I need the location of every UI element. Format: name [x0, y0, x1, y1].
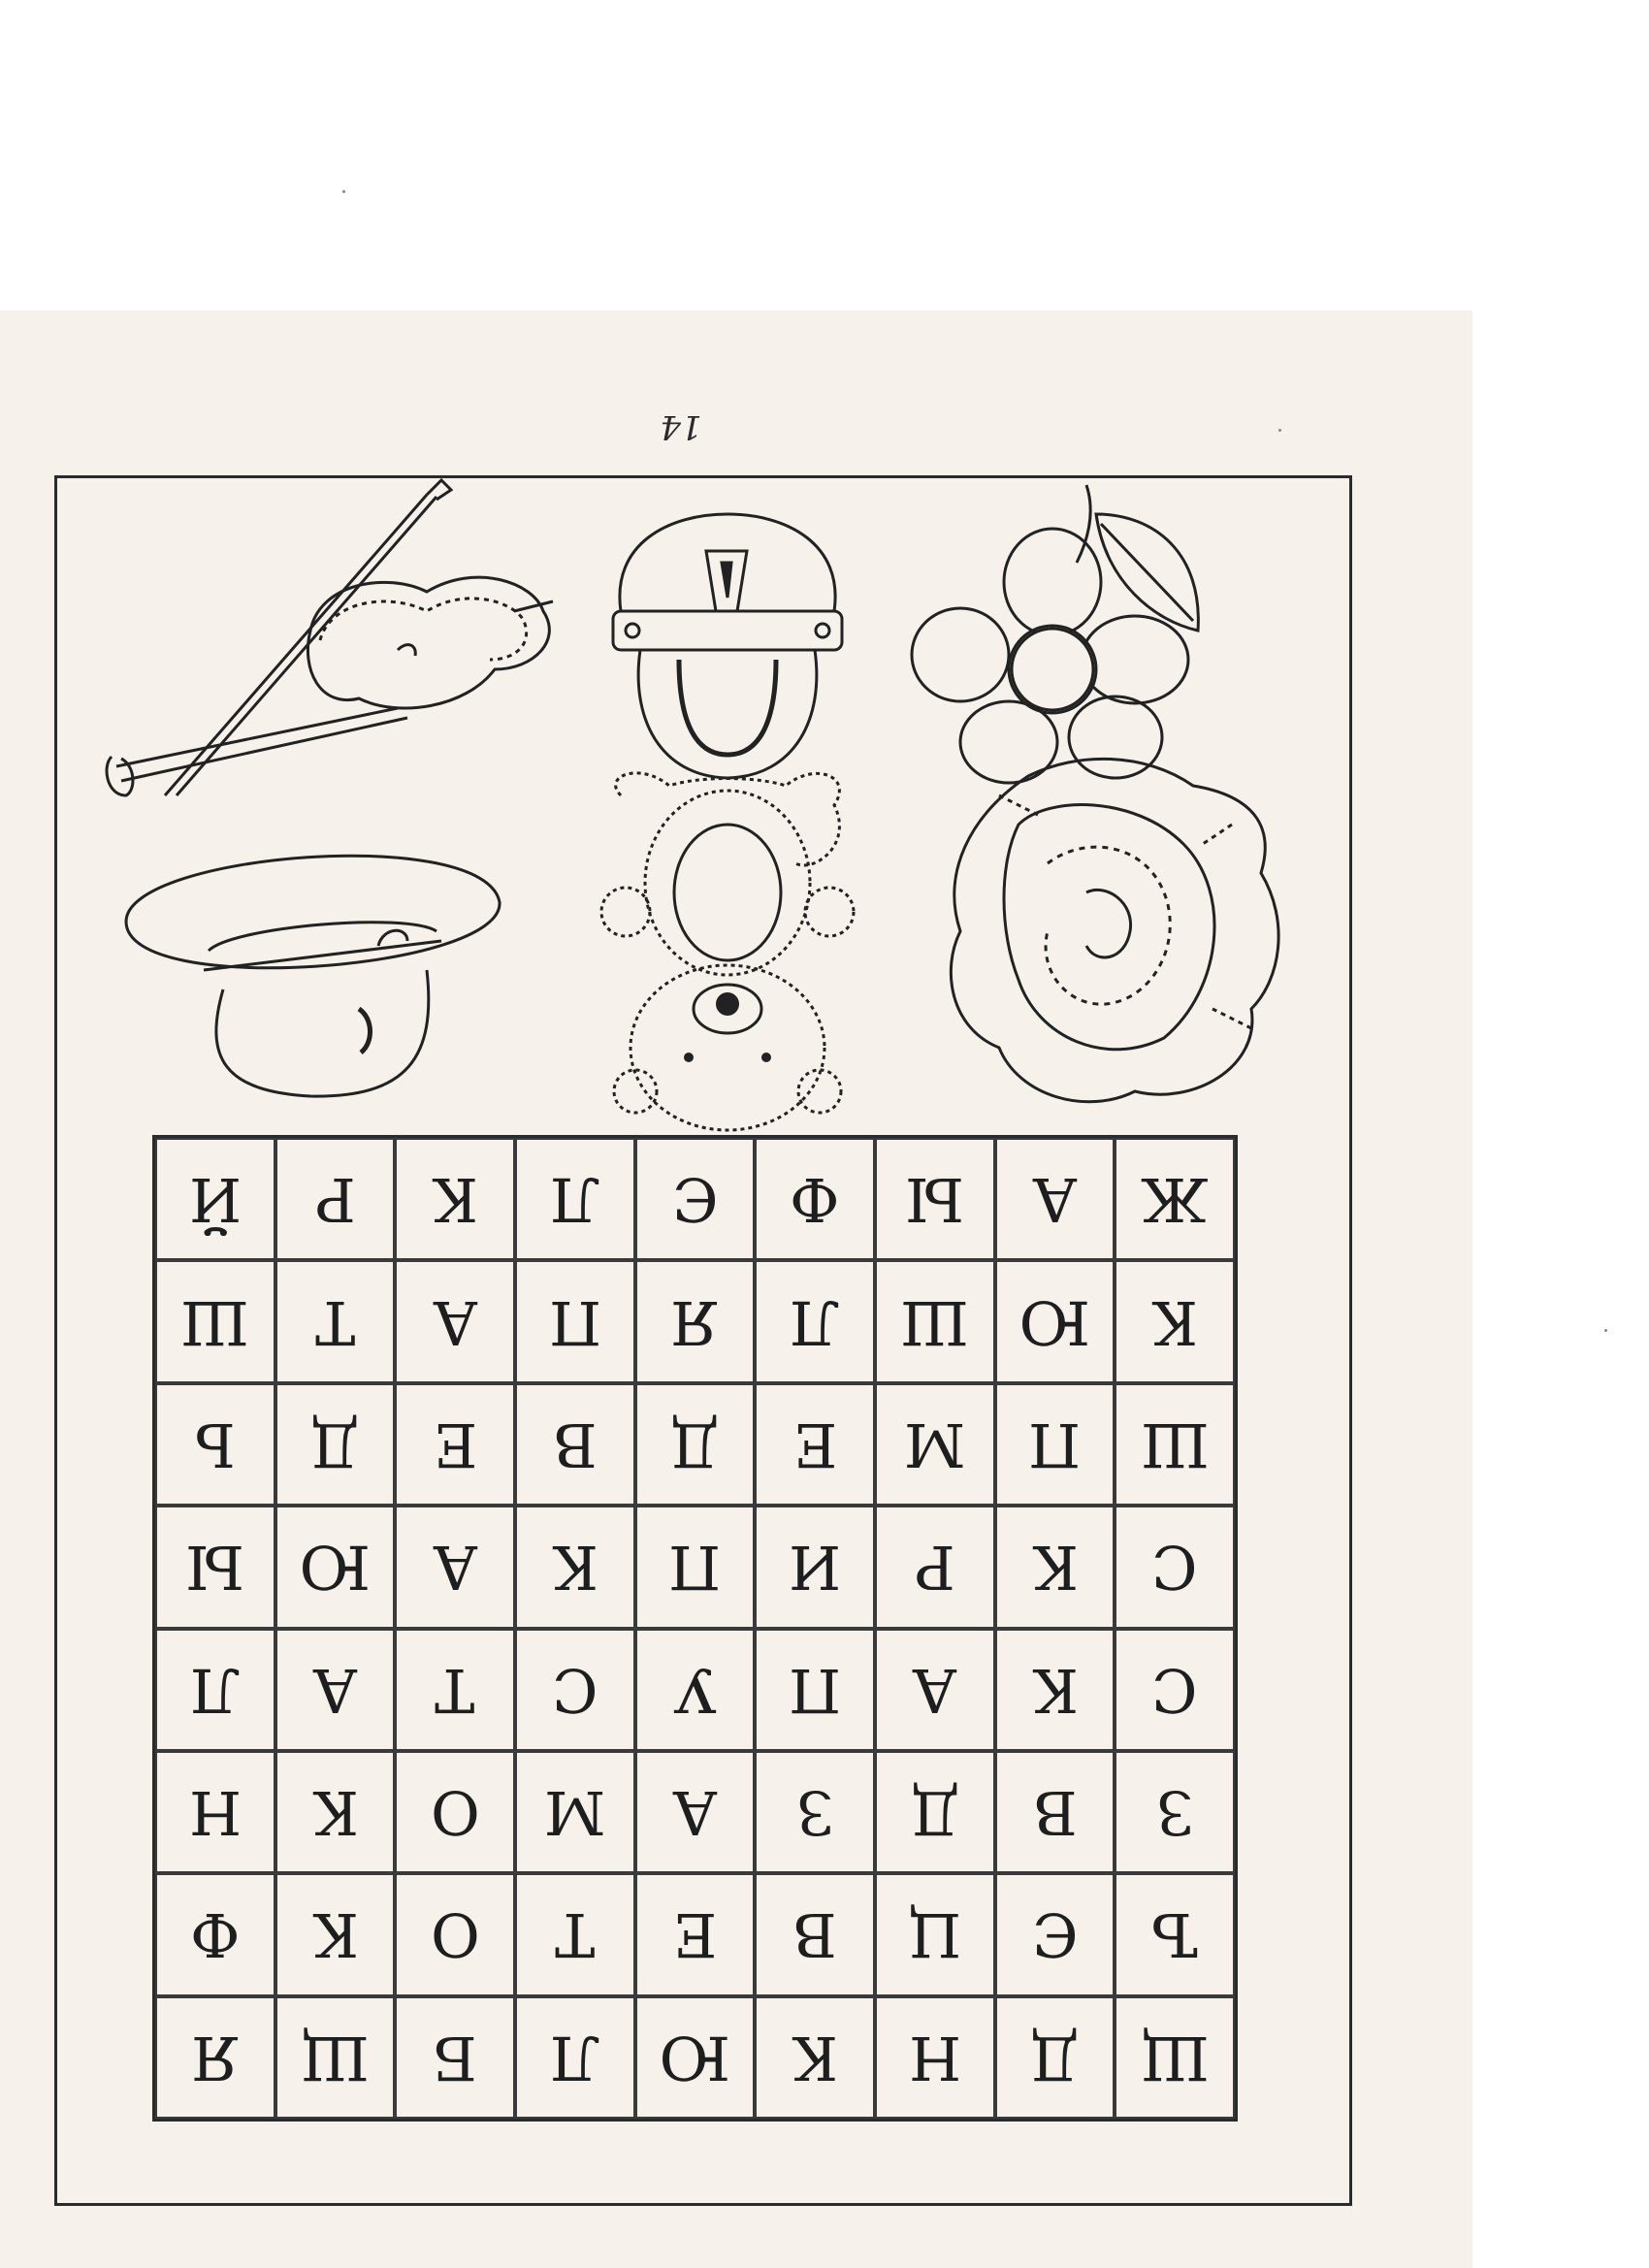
- grid-cell[interactable]: [635, 1260, 756, 1382]
- grid-cell[interactable]: [155, 1383, 275, 1506]
- grid-letter: Ж: [1141, 1164, 1209, 1236]
- grid-cell[interactable]: [1115, 1873, 1235, 1995]
- grid-letter: А: [432, 1286, 478, 1358]
- grid-letter: Д: [1030, 2022, 1080, 2093]
- grid-letter: Ц: [908, 1899, 961, 1971]
- grid-cell[interactable]: [995, 1751, 1116, 1873]
- grid-cell[interactable]: [635, 1751, 756, 1873]
- grid-cell[interactable]: [275, 1751, 396, 1873]
- grid-cell[interactable]: [1115, 1260, 1235, 1382]
- grid-cell[interactable]: [875, 1260, 995, 1382]
- grid-letter: Н: [188, 1777, 242, 1849]
- bucket-picture: [601, 504, 854, 786]
- grid-cell[interactable]: [755, 1506, 875, 1628]
- dust-speck: [1604, 1329, 1607, 1332]
- grid-letter: Щ: [301, 2022, 370, 2093]
- grid-letter: В: [792, 1899, 837, 1971]
- grid-letter: С: [1151, 1654, 1198, 1726]
- grid-letter: Ф: [790, 1164, 840, 1236]
- grid-cell[interactable]: [515, 1629, 635, 1751]
- grid-letter: А: [672, 1777, 718, 1849]
- cabbage-picture: [941, 757, 1310, 1116]
- grid-cell[interactable]: [515, 1873, 635, 1995]
- grid-letter: А: [912, 1654, 958, 1726]
- grid-cell[interactable]: [275, 1873, 396, 1995]
- grid-letter: Ы: [185, 1532, 245, 1604]
- grid-cell[interactable]: [755, 1629, 875, 1751]
- grid-letter: А: [312, 1654, 358, 1726]
- dust-speck: [1278, 429, 1281, 432]
- grid-cell[interactable]: [395, 1138, 515, 1260]
- grid-cell[interactable]: [1115, 1138, 1235, 1260]
- page-number: 14: [660, 407, 702, 446]
- grid-letter: Ш: [1140, 1409, 1210, 1480]
- grid-cell[interactable]: [1115, 1996, 1235, 2119]
- grid-cell[interactable]: [875, 1873, 995, 1995]
- grid-cell[interactable]: [635, 1996, 756, 2119]
- grid-cell[interactable]: [395, 1506, 515, 1628]
- grid-cell[interactable]: [155, 1629, 275, 1751]
- grid-cell[interactable]: [755, 1751, 875, 1873]
- grid-cell[interactable]: [875, 1506, 995, 1628]
- grid-cell[interactable]: [995, 1506, 1116, 1628]
- grid-letter: С: [552, 1654, 598, 1726]
- grid-cell[interactable]: [515, 1506, 635, 1628]
- grid-cell[interactable]: [1115, 1383, 1235, 1506]
- grid-cell[interactable]: [515, 1751, 635, 1873]
- grid-cell[interactable]: [995, 1383, 1116, 1506]
- grid-cell[interactable]: [275, 1138, 396, 1260]
- grid-letter: К: [311, 1899, 359, 1971]
- grid-cell[interactable]: [635, 1873, 756, 1995]
- grid-letter: А: [432, 1532, 478, 1604]
- grid-letter: К: [792, 2022, 839, 2093]
- grid-letter: Л: [549, 2022, 600, 2093]
- grid-letter: Ы: [905, 1164, 965, 1236]
- grid-cell[interactable]: [995, 1629, 1116, 1751]
- flower-picture: [902, 475, 1212, 786]
- grid-letter: Щ: [1140, 2022, 1210, 2093]
- grid-cell[interactable]: [395, 1996, 515, 2119]
- dust-speck: [342, 190, 345, 193]
- grid-letter: М: [904, 1409, 966, 1480]
- grid-letter: Т: [555, 1899, 596, 1971]
- grid-letter: Н: [908, 2022, 961, 2093]
- grid-letter: Ю: [659, 2022, 731, 2093]
- grid-cell[interactable]: [155, 1996, 275, 2119]
- grid-letter: Л: [189, 1654, 241, 1726]
- grid-letter: А: [1032, 1164, 1078, 1236]
- grid-letter: И: [789, 1532, 842, 1604]
- grid-letter: К: [311, 1777, 359, 1849]
- grid-letter: Ю: [1018, 1286, 1091, 1358]
- grid-letter: Б: [433, 2022, 477, 2093]
- grid-cell[interactable]: [635, 1629, 756, 1751]
- grid-letter: Р: [314, 1164, 356, 1236]
- grid-letter: Я: [190, 2022, 240, 2093]
- grid-letter: Е: [792, 1409, 837, 1480]
- grid-cell[interactable]: [875, 1383, 995, 1506]
- grid-letter: П: [1028, 1409, 1082, 1480]
- grid-cell[interactable]: [635, 1506, 756, 1628]
- grid-letter: Е: [672, 1899, 718, 1971]
- grid-cell[interactable]: [275, 1629, 396, 1751]
- grid-letter: П: [789, 1654, 842, 1726]
- grid-cell[interactable]: [395, 1260, 515, 1382]
- grid-letter: Д: [310, 1409, 360, 1480]
- grid-cell[interactable]: [635, 1383, 756, 1506]
- grid-cell[interactable]: [875, 1629, 995, 1751]
- grid-cell[interactable]: [995, 1260, 1116, 1382]
- grid-letter: С: [1151, 1532, 1198, 1604]
- grid-letter: Ь: [194, 1409, 236, 1480]
- grid-letter: Т: [314, 1286, 356, 1358]
- grid-cell[interactable]: [155, 1260, 275, 1382]
- grid-letter: Т: [435, 1654, 475, 1726]
- grid-cell[interactable]: [515, 1996, 635, 2119]
- grid-cell[interactable]: [1115, 1629, 1235, 1751]
- grid-cell[interactable]: [995, 1873, 1116, 1995]
- grid-cell[interactable]: [755, 1996, 875, 2119]
- grid-cell[interactable]: [875, 1138, 995, 1260]
- grid-cell[interactable]: [275, 1506, 396, 1628]
- grid-letter: Я: [670, 1286, 720, 1358]
- grid-cell[interactable]: [275, 1996, 396, 2119]
- grid-cell[interactable]: [395, 1751, 515, 1873]
- grid-letter: З: [1155, 1777, 1194, 1849]
- grid-cell[interactable]: [755, 1383, 875, 1506]
- grid-cell[interactable]: [755, 1260, 875, 1382]
- grid-letter: Й: [188, 1164, 242, 1236]
- grid-cell[interactable]: [515, 1383, 635, 1506]
- grid-cell[interactable]: [1115, 1506, 1235, 1628]
- grid-cell[interactable]: [155, 1751, 275, 1873]
- grid-letter: Ъ: [1150, 1899, 1199, 1971]
- grid-letter: К: [432, 1164, 479, 1236]
- grid-cell[interactable]: [515, 1138, 635, 1260]
- grid-letter: В: [1032, 1777, 1078, 1849]
- grid-cell[interactable]: [755, 1873, 875, 1995]
- grid-cell[interactable]: [635, 1138, 756, 1260]
- grid-cell[interactable]: [395, 1629, 515, 1751]
- grid-cell[interactable]: [275, 1260, 396, 1382]
- grid-letter: Ш: [180, 1286, 250, 1358]
- grid-letter: М: [544, 1777, 606, 1849]
- grid-cell[interactable]: [155, 1506, 275, 1628]
- grid-cell[interactable]: [1115, 1751, 1235, 1873]
- grid-letter: К: [1031, 1654, 1079, 1726]
- grid-letter: Е: [433, 1409, 477, 1480]
- grid-letter: Ю: [299, 1532, 372, 1604]
- grid-letter: К: [1031, 1532, 1079, 1604]
- grid-cell[interactable]: [515, 1260, 635, 1382]
- grid-letter: П: [668, 1532, 722, 1604]
- grid-cell[interactable]: [275, 1383, 396, 1506]
- grid-letter: О: [430, 1899, 480, 1971]
- grid-letter: Л: [549, 1164, 600, 1236]
- grid-cell[interactable]: [395, 1873, 515, 1995]
- grid-letter: Р: [914, 1532, 955, 1604]
- grid-letter: Є: [671, 1164, 719, 1236]
- grid-letter: О: [430, 1777, 480, 1849]
- grid-letter: Л: [790, 1286, 841, 1358]
- grid-cell[interactable]: [155, 1873, 275, 1995]
- grid-letter: Є: [1031, 1899, 1079, 1971]
- grid-cell[interactable]: [395, 1383, 515, 1506]
- grid-letter: Д: [670, 1409, 720, 1480]
- grid-cell[interactable]: [155, 1138, 275, 1260]
- grid-cell[interactable]: [755, 1138, 875, 1260]
- grid-letter: Ш: [900, 1286, 970, 1358]
- grid-cell[interactable]: [875, 1751, 995, 1873]
- grid-letter: Ф: [190, 1899, 241, 1971]
- grid-letter: П: [548, 1286, 601, 1358]
- hat-picture: [116, 834, 504, 1106]
- grid-cell[interactable]: [995, 1138, 1116, 1260]
- grid-letter: К: [1151, 1286, 1199, 1358]
- grid-letter: У: [673, 1654, 717, 1726]
- grid-cell[interactable]: [875, 1996, 995, 2119]
- grid-letter: З: [795, 1777, 834, 1849]
- letter-grid: [152, 1135, 1238, 2122]
- grid-letter: Д: [910, 1777, 960, 1849]
- teddy-bear-picture: [582, 766, 873, 1116]
- grid-letter: К: [551, 1532, 598, 1604]
- grid-letter: В: [553, 1409, 598, 1480]
- violin-picture: [107, 475, 592, 805]
- grid-cell[interactable]: [995, 1996, 1116, 2119]
